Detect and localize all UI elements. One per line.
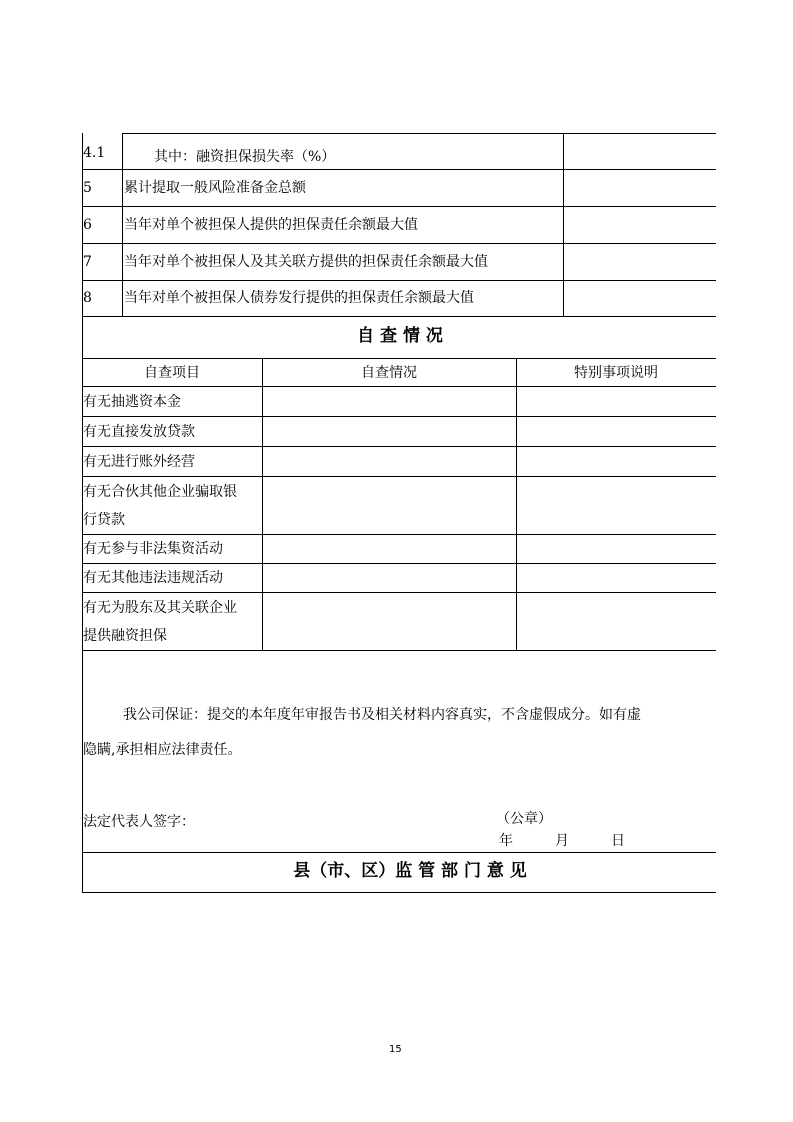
- row-label: 累计提取一般风险准备金总额: [124, 180, 306, 196]
- page-number: 15: [389, 1044, 402, 1055]
- rule: [516, 358, 517, 650]
- rule: [82, 534, 716, 535]
- row-label: 其中：融资担保损失率（%）: [154, 149, 336, 165]
- row-label: 当年对单个被担保人及其关联方提供的担保责任余额最大值: [124, 254, 488, 270]
- guarantee-statement-continued: 隐瞒,承担相应法律责任。: [83, 742, 242, 758]
- rule: [82, 892, 716, 893]
- rule: [82, 316, 716, 317]
- rule: [82, 169, 716, 170]
- guarantee-line-clip: [83, 706, 716, 726]
- rule: [82, 476, 716, 477]
- check-item-continued: 行贷款: [83, 512, 125, 528]
- row-number: 8: [83, 290, 92, 306]
- date-year-label: 年: [499, 833, 513, 849]
- check-item: 有无其他违法违规活动: [83, 570, 223, 586]
- company-seal-label: （公章）: [496, 811, 552, 827]
- check-item-continued: 提供融资担保: [83, 628, 167, 644]
- row-label: 当年对单个被担保人债券发行提供的担保责任余额最大值: [124, 290, 474, 306]
- row-number: 6: [83, 217, 92, 233]
- self-check-title: 自 查 情 况: [357, 326, 443, 346]
- rule: [82, 852, 716, 853]
- legal-rep-signature-label: 法定代表人签字：: [83, 814, 195, 830]
- column-header: 自查情况: [361, 365, 417, 381]
- row-label: 当年对单个被担保人提供的担保责任余额最大值: [124, 217, 418, 233]
- column-header: 自查项目: [144, 365, 200, 381]
- rule: [82, 416, 716, 417]
- rule: [563, 133, 564, 316]
- date-day-label: 日: [611, 833, 625, 849]
- rule: [82, 592, 716, 593]
- rule: [82, 650, 716, 651]
- row-number: 7: [83, 254, 92, 270]
- county-opinion-title: 县（市、区）监 管 部 门 意 见: [293, 861, 527, 881]
- guarantee-statement: 我公司保证：提交的本年度年审报告书及相关材料内容真实，不含虚假成分。如有虚: [123, 707, 641, 723]
- rule: [82, 243, 716, 244]
- rule: [122, 133, 716, 134]
- check-item: 有无进行账外经营: [83, 454, 195, 470]
- rule: [262, 358, 263, 650]
- check-item: 有无直接发放贷款: [83, 424, 195, 440]
- rule: [82, 206, 716, 207]
- check-item: 有无参与非法集资活动: [83, 541, 223, 557]
- date-month-label: 月: [555, 833, 569, 849]
- column-header: 特别事项说明: [574, 365, 658, 381]
- rule: [122, 133, 123, 316]
- rule: [82, 280, 716, 281]
- rule: [82, 386, 716, 387]
- check-item: 有无为股东及其关联企业: [83, 600, 237, 616]
- rule: [82, 563, 716, 564]
- check-item: 有无合伙其他企业骗取银: [83, 484, 237, 500]
- rule: [82, 358, 716, 359]
- check-item: 有无抽逃资本金: [83, 394, 181, 410]
- row-number: 4.1: [83, 145, 106, 161]
- rule: [82, 446, 716, 447]
- row-number: 5: [83, 180, 92, 196]
